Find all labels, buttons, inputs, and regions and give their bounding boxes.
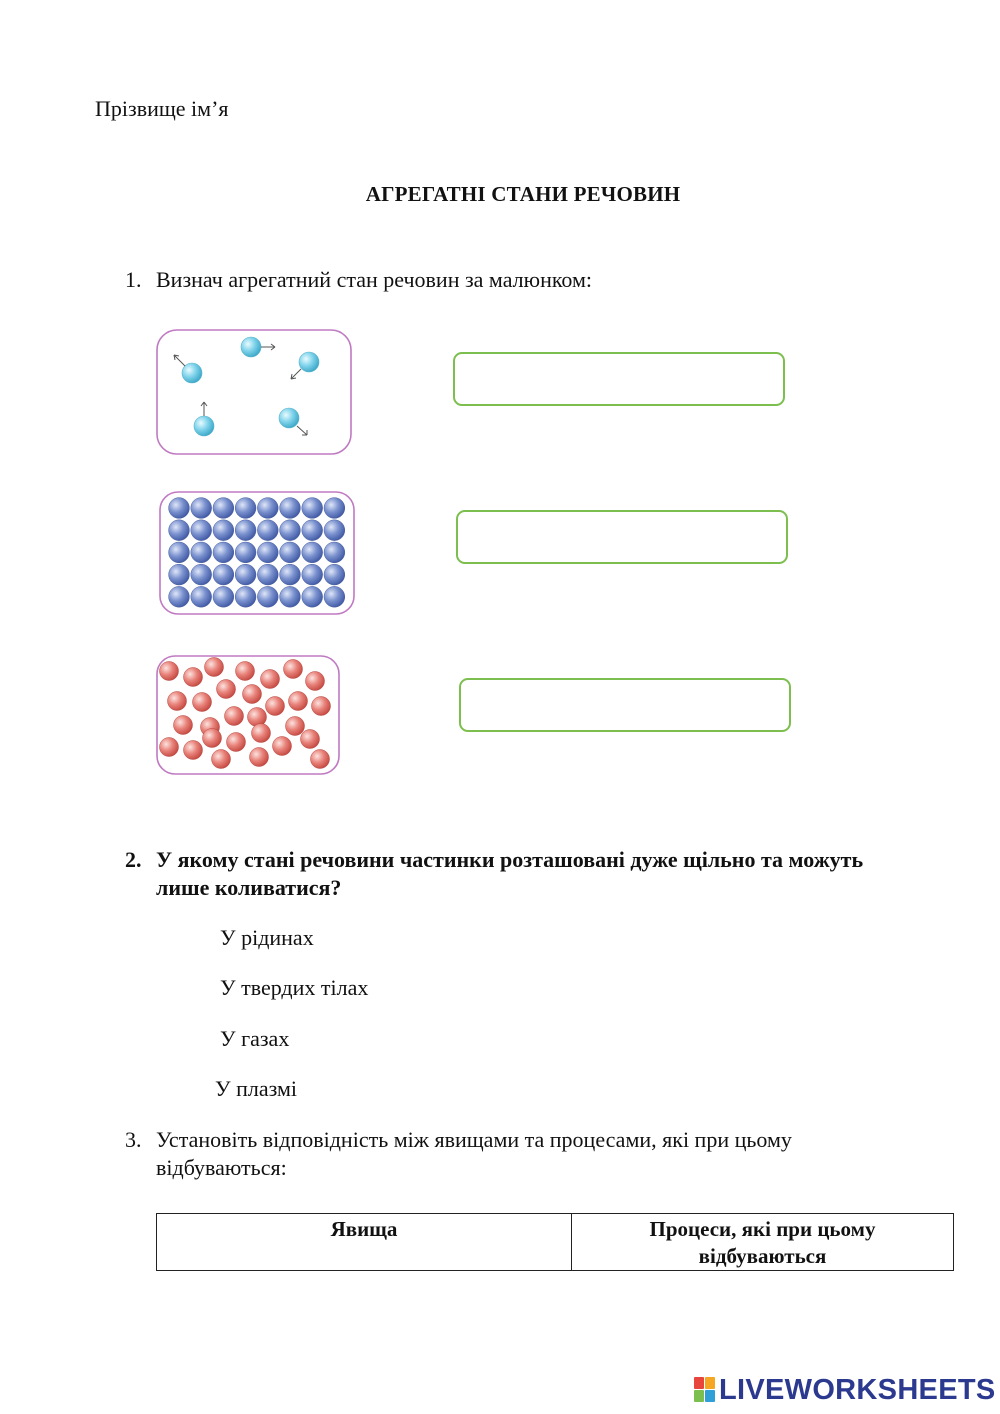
solid-particle: [280, 564, 301, 585]
q1-text: Визнач агрегатний стан речовин за малюнком:: [156, 267, 593, 292]
solid-particle: [213, 542, 234, 563]
solid-particle: [324, 586, 345, 607]
solid-particle: [191, 498, 212, 519]
table-header-processes-line1: Процеси, які при цьому: [649, 1217, 876, 1241]
solid-particle: [280, 498, 301, 519]
solid-particle: [280, 520, 301, 541]
solid-particle: [213, 564, 234, 585]
solid-particle: [169, 564, 190, 585]
q2-option-liquids[interactable]: У рідинах: [220, 925, 314, 950]
solid-particle: [324, 542, 345, 563]
liveworksheets-logo-text: LIVEWORKSHEETS: [719, 1373, 996, 1406]
liquid-particles-picture: [155, 654, 341, 776]
solid-particle: [280, 586, 301, 607]
solid-particle: [302, 498, 323, 519]
solid-particle: [191, 564, 212, 585]
solid-particle: [324, 498, 345, 519]
solid-particle: [302, 586, 323, 607]
solid-particle: [169, 542, 190, 563]
solid-particle: [213, 520, 234, 541]
matching-table: [156, 1213, 954, 1271]
solid-particle: [235, 542, 256, 563]
q2-option-plasma[interactable]: У плазмі: [215, 1076, 298, 1101]
solid-particle: [169, 586, 190, 607]
liveworksheets-logo[interactable]: [694, 1375, 996, 1405]
q3-number: 3.: [125, 1127, 142, 1152]
solid-particle: [302, 520, 323, 541]
solid-particle: [191, 542, 212, 563]
name-label: Прізвище ім’я: [95, 96, 229, 121]
solid-particle: [213, 586, 234, 607]
table-header-processes-line2: відбуваються: [698, 1244, 827, 1268]
table-header-phenomena: Явища: [157, 1214, 572, 1271]
solid-particle: [169, 520, 190, 541]
solid-particle: [302, 564, 323, 585]
solid-particle: [191, 520, 212, 541]
solid-particle: [257, 542, 278, 563]
q2-option-solids[interactable]: У твердих тілах: [220, 975, 369, 1000]
solid-particle: [191, 586, 212, 607]
q3-text-line2: відбуваються:: [156, 1155, 287, 1180]
solid-particle: [235, 520, 256, 541]
solid-particle: [257, 498, 278, 519]
liveworksheets-logo-icon: [694, 1377, 716, 1403]
solid-particle: [257, 586, 278, 607]
table-header-processes: [572, 1214, 954, 1271]
solid-particle: [257, 564, 278, 585]
answer-box-gas[interactable]: [453, 352, 785, 406]
solid-particles-picture: [158, 490, 356, 616]
answer-box-solid[interactable]: [456, 510, 788, 564]
q2-text-line1: У якому стані речовини частинки розташовані дуже щільно та можуть: [156, 847, 864, 872]
q3-text-line1: Установіть відповідність між явищами та процесами, які при цьому: [156, 1127, 792, 1152]
solid-particle: [169, 498, 190, 519]
q2-text-line2: лише коливатися?: [156, 875, 342, 900]
solid-particle: [280, 542, 301, 563]
q2-number: 2.: [125, 847, 142, 872]
solid-particle: [213, 498, 234, 519]
solid-particle: [324, 520, 345, 541]
page-title: АГРЕГАТНІ СТАНИ РЕЧОВИН: [365, 182, 681, 206]
solid-particle: [235, 586, 256, 607]
gas-particles-picture: [155, 328, 353, 456]
q1-number: 1.: [125, 267, 142, 292]
solid-particle: [302, 542, 323, 563]
q2-option-gases[interactable]: У газах: [220, 1026, 290, 1051]
solid-particle: [257, 520, 278, 541]
solid-particle: [324, 564, 345, 585]
solid-particle: [235, 564, 256, 585]
solid-particle: [235, 498, 256, 519]
answer-box-liquid[interactable]: [459, 678, 791, 732]
